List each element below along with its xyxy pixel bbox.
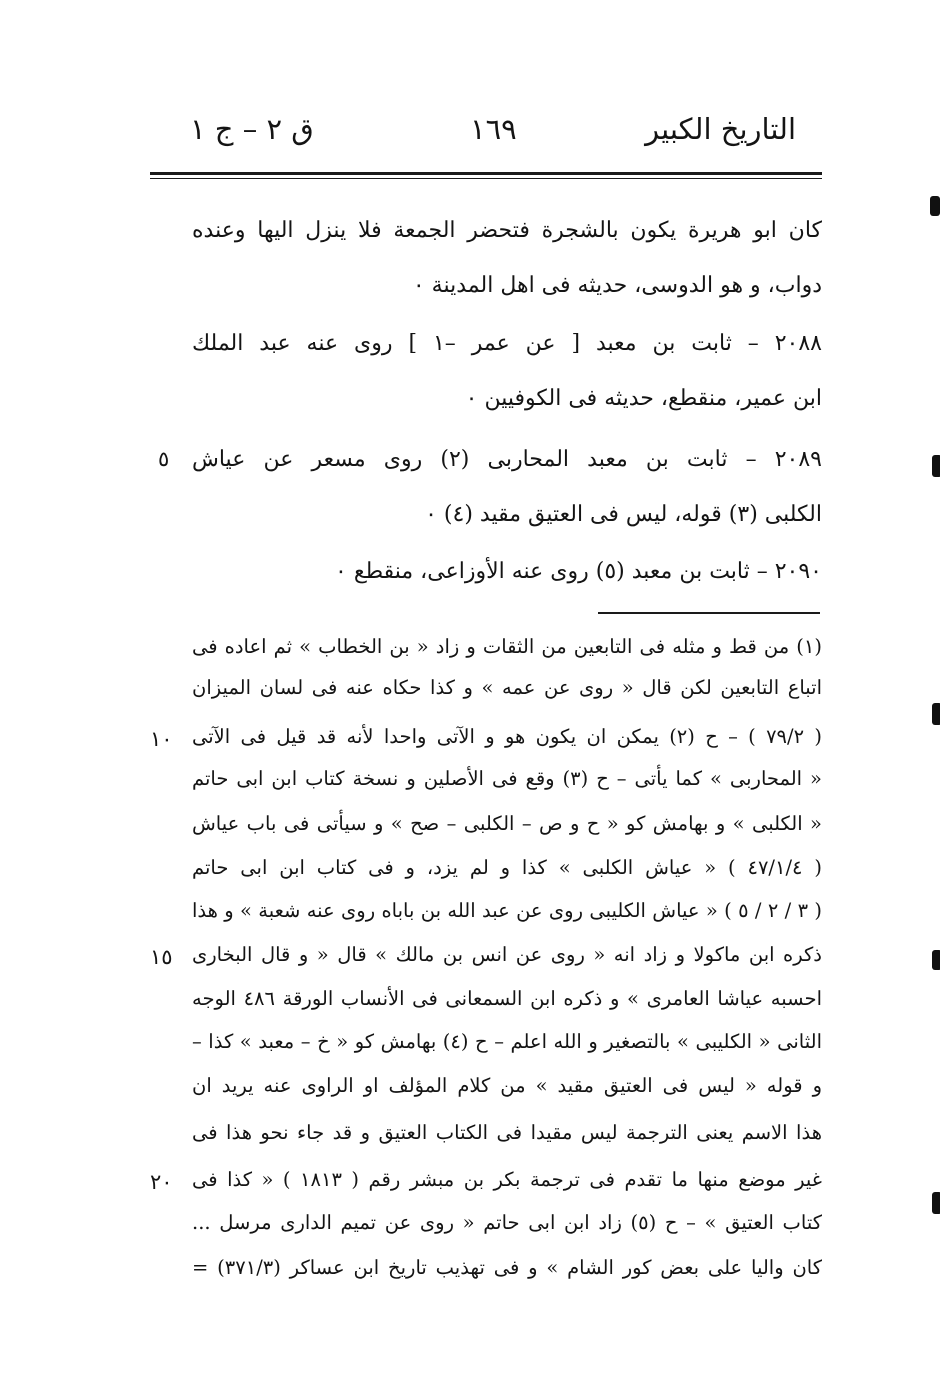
entry-2090-line: ٢٠٩٠ – ثابت بن معبد (٥) روى عنه الأوزاعى، منقطع ٠: [335, 559, 822, 584]
line-number: ٢٠: [150, 1170, 173, 1194]
book-title: التاريخ الكبير: [645, 112, 796, 146]
footnote-line: ( ٣ / ٢ / ٥ ) « عياش الكليبى روى عن عبد الله بن باباه روى عنه شعبة » و هذا: [192, 899, 822, 922]
footnote-line: كان واليا على بعض كور الشام » و فى تهذيب تاريخ ابن عساكر (٣٧١/٣) =: [192, 1256, 822, 1279]
main-text-line: الكلبى (٣) قوله، ليس فى العتيق مقيد (٤) ٠: [425, 502, 822, 527]
footnote-line: ذكره ابن ماكولا و زاد انه « روى عن انس بن مالك » قال « و قال البخارى: [192, 943, 822, 966]
line-number: ٥: [158, 447, 170, 471]
line-number: ١٠: [150, 727, 173, 751]
page-number: ١٦٩: [470, 112, 517, 146]
entry-2088-line: ٢٠٨٨ – ثابت بن معبد [ عن عمر –١ ] روى عنه عبد الملك: [192, 331, 822, 356]
footnote-line: اتباع التابعين لكن قال « روى عن عمه » و كذا حكاه عنه فى لسان الميزان: [192, 676, 822, 699]
footnote-line: ( ٤٧/١/٤ ) « عياش الكلبى » كذا و لم يزد، و فى كتاب ابن ابى حاتم: [192, 856, 822, 879]
line-number: ١٥: [150, 945, 173, 969]
footnote-line: « الكلبى » و بهامش كو « ح و ص – الكلبى – صح » و سيأتى فى باب عياش: [192, 812, 822, 835]
header-rule-thick: [150, 172, 822, 175]
scan-edge-mark: [930, 196, 940, 216]
running-header: [150, 108, 822, 158]
main-text-line: دواب، و هو الدوسى، حديثه فى اهل المدينة ٠: [412, 273, 822, 298]
entry-2089-line: ٢٠٨٩ – ثابت بن معبد المحاربى (٢) روى مسعر عن عياش: [192, 447, 822, 472]
footnote-separator: [598, 612, 820, 614]
footnote-line: احسبه عياشا العامرى » و ذكره ابن السمعانى فى الأنساب الورقة ٤٨٦ الوجه: [192, 987, 822, 1010]
header-rule-thin: [150, 178, 822, 179]
footnote-line: « المحاربى » كما يأتى – ح (٣) وقع فى الأصلين و نسخة كتاب ابن ابى حاتم: [192, 767, 822, 790]
footnote-line: غير موضع منها ما تقدم فى ترجمة بكر بن مبشر رقم ( ١٨١٣ ) « كذا فى: [192, 1168, 822, 1191]
scan-edge-mark: [932, 703, 940, 725]
scan-edge-mark: [932, 950, 940, 970]
scan-edge-mark: [932, 1192, 940, 1214]
main-text-line: ابن عمير، منقطع، حديثه فى الكوفيين ٠: [465, 386, 822, 411]
volume-label: ق ٢ – ج ١: [190, 112, 314, 146]
footnote-line: ( ٧٩/٢ ) – ح (٢) يمكن ان يكون هو و الآتى واحدا لأنه قد قيل فى الآتى: [192, 725, 822, 748]
footnote-line: و قوله « ليس فى العتيق مقيد » من كلام المؤلف او الراوى عنه يريد ان: [192, 1074, 822, 1097]
footnote-line: (١) من قط و مثله فى التابعين من الثقات و زاد « بن الخطاب » ثم اعاده فى: [192, 635, 822, 658]
main-text-line: كان ابو هريرة يكون بالشجرة فتحضر الجمعة فلا ينزل اليها وعنده: [192, 218, 822, 243]
footnote-line: الثانى « الكليبى » بالتصغير و الله اعلم – ح (٤) بهامش كو « خ – معبد » كذا –: [192, 1030, 822, 1053]
scan-edge-mark: [932, 455, 940, 477]
footnote-line: كتاب العتيق » – ح (٥) زاد ابن ابى حاتم « روى عن تميم الدارى مرسل ...: [192, 1211, 822, 1234]
footnote-line: هذا الاسم يعنى الترجمة ليس مقيدا فى الكتاب العتيق و قد جاء نحو هذا فى: [192, 1121, 822, 1144]
